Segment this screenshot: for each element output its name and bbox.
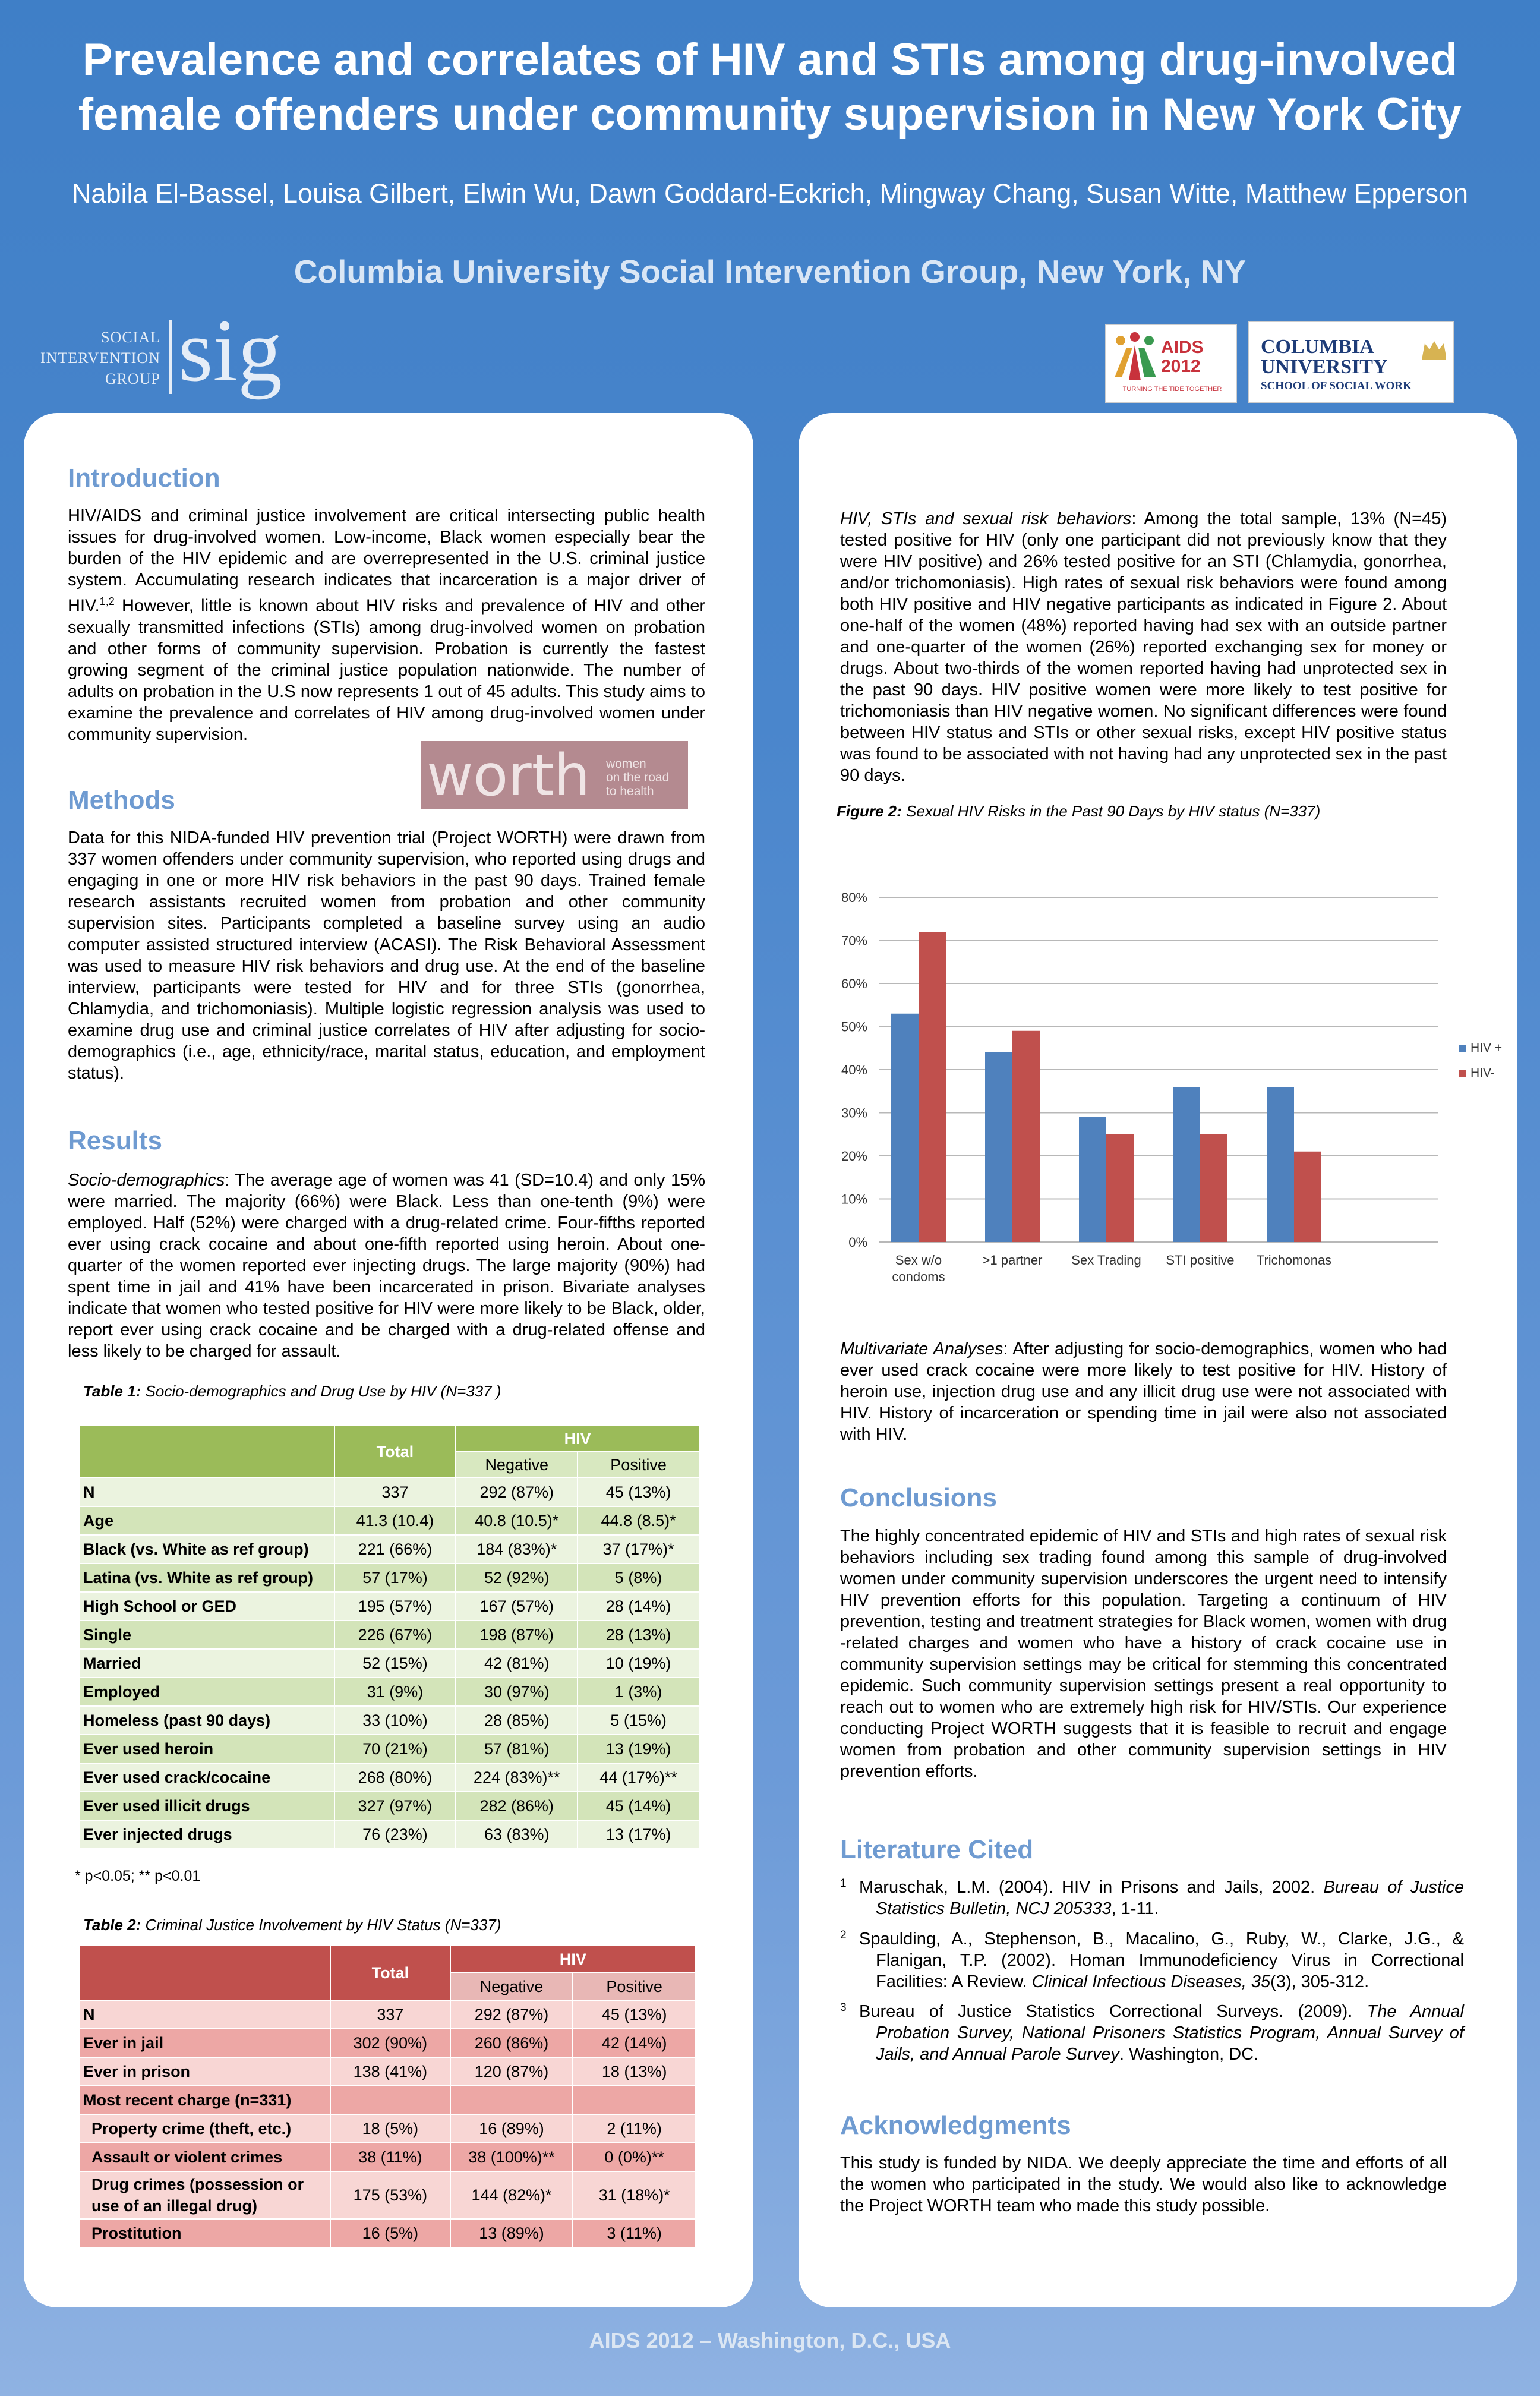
- affiliation: Columbia University Social Intervention Group, New York, NY: [294, 253, 1246, 290]
- cell-positive: 45 (13%): [573, 2000, 696, 2029]
- conclusions-heading: Conclusions: [840, 1483, 998, 1512]
- bar: [985, 1052, 1012, 1242]
- crown-icon: [1421, 339, 1447, 360]
- figure2-caption-lead: Figure 2:: [837, 802, 902, 820]
- table1-caption-lead: Table 1:: [83, 1382, 141, 1400]
- cell-negative: 198 (87%): [456, 1621, 578, 1649]
- cell-positive: 44.8 (8.5)*: [578, 1506, 699, 1535]
- sig-logo-mark: sig: [178, 301, 283, 400]
- reference-text: [840, 1928, 1464, 1993]
- authors: Nabila El-Bassel, Louisa Gilbert, Elwin Wu, Dawn Goddard-Eckrich, Mingway Chang, Susan Witte, Matthew Epperson: [71, 178, 1469, 209]
- cell-total: 41.3 (10.4): [334, 1506, 456, 1535]
- legend-label: HIV +: [1470, 1041, 1503, 1055]
- y-tick-label: 50%: [841, 1019, 867, 1035]
- worth-tag-1: women: [606, 757, 646, 771]
- table2-header-blank: [79, 1946, 330, 2000]
- reference-1: [840, 1877, 1464, 1919]
- table-row: [79, 2143, 696, 2171]
- literature-heading: Literature Cited: [840, 1835, 1034, 1864]
- row-label: Employed: [79, 1678, 334, 1706]
- multivariate-lead: Multivariate Analyses: [840, 1339, 1003, 1358]
- cell-total: [330, 2086, 450, 2114]
- cell-positive: 42 (14%): [573, 2029, 696, 2057]
- results-body: : The average age of women was 41 (SD=10.4) and only 15% were married. The majority (66%) were Black. Less than one-tenth (9%) were employed. Half (52%) were charged with a drug-related crime. Four-fifths reported ever using crack cocaine and about one-fifth reported using heroin. About one-quarter of the women reported ever injecting drugs. The large majority (90%) had spent time in jail and 41% have been incarcerated in prison. Bivariate analyses indicate that women who tested positive for HIV were more likely to be Black, older, report ever using crack cocaine and be charged with a drug-related offense and less likely to be charged for assault.: [68, 1171, 705, 1361]
- cell-positive: 28 (13%): [578, 1621, 699, 1649]
- cell-negative: 224 (83%)**: [456, 1763, 578, 1792]
- cell-negative: 282 (86%): [456, 1792, 578, 1820]
- reference-part-a: Bureau of Justice Statistics Correctional Surveys. (2009).: [859, 2002, 1367, 2021]
- table-row: [79, 1535, 699, 1563]
- reference-text: [840, 2001, 1464, 2065]
- cell-total: 38 (11%): [330, 2143, 450, 2171]
- table-row: [79, 1820, 699, 1849]
- cell-positive: 44 (17%)**: [578, 1763, 699, 1792]
- cell-negative: 184 (83%)*: [456, 1535, 578, 1563]
- cell-total: 327 (97%): [334, 1792, 456, 1820]
- legend-label: HIV-: [1470, 1066, 1495, 1080]
- figure2-caption-text: Sexual HIV Risks in the Past 90 Days by HIV status (N=337): [901, 802, 1321, 820]
- y-tick-label: 70%: [841, 933, 867, 948]
- row-label: Most recent charge (n=331): [79, 2086, 330, 2114]
- row-label: Drug crimes (possession or use of an illegal drug): [79, 2171, 330, 2219]
- table1-header-blank: [79, 1426, 334, 1478]
- cell-positive: [573, 2086, 696, 2114]
- table2-header-positive: Positive: [573, 1973, 696, 2000]
- figure2-bar-chart: [820, 874, 1503, 1301]
- cell-total: 31 (9%): [334, 1678, 456, 1706]
- cell-total: 175 (53%): [330, 2171, 450, 2219]
- x-tick-label: condoms: [892, 1269, 945, 1284]
- cell-positive: 45 (13%): [578, 1478, 699, 1506]
- introduction-heading: Introduction: [68, 464, 220, 493]
- cell-negative: 144 (82%)*: [450, 2171, 573, 2219]
- aids-logo-word: AIDS: [1161, 338, 1204, 357]
- row-label: Ever used heroin: [79, 1735, 334, 1763]
- x-tick-label: Trichomonas: [1256, 1253, 1332, 1268]
- reference-number: 2: [840, 1929, 847, 1941]
- y-tick-label: 10%: [841, 1191, 867, 1207]
- table1-header-negative: Negative: [456, 1452, 578, 1478]
- x-tick-label: STI positive: [1166, 1253, 1235, 1268]
- table2-header-total: Total: [330, 1946, 450, 2000]
- cell-positive: 1 (3%): [578, 1678, 699, 1706]
- y-tick-label: 30%: [841, 1105, 867, 1121]
- intro-text-part-a: HIV/AIDS and criminal justice involvement are critical intersecting public health issues for drug-involved women. Low-income, Black women especially bear the burden of the HIV epidemic and are overrepresented in the U.S. criminal justice system. Accumulating research indicates that incarceration is a major driver of HIV.: [68, 506, 705, 616]
- legend-swatch: [1459, 1045, 1466, 1052]
- cell-positive: 5 (8%): [578, 1563, 699, 1592]
- table2-caption-text: Criminal Justice Involvement by HIV Status (N=337): [141, 1916, 501, 1934]
- aids-2012-logo: [1105, 324, 1237, 403]
- cell-total: 18 (5%): [330, 2114, 450, 2143]
- figure2-caption: [837, 802, 1320, 821]
- poster-title: [0, 33, 1540, 142]
- ribbon-people-icon: [1109, 330, 1162, 386]
- sig-logo-divider: [169, 320, 172, 394]
- row-label: Ever in jail: [79, 2029, 330, 2057]
- cell-negative: 30 (97%): [456, 1678, 578, 1706]
- bar: [1200, 1134, 1227, 1242]
- cell-negative: 28 (85%): [456, 1706, 578, 1735]
- row-label: Ever in prison: [79, 2057, 330, 2086]
- sig-logo-words: [36, 327, 160, 389]
- intro-citation: 1,2: [99, 595, 115, 607]
- sig-word-intervention: INTERVENTION: [40, 349, 160, 367]
- bar: [919, 932, 946, 1242]
- row-label: Ever used illicit drugs: [79, 1792, 334, 1820]
- cell-total: 337: [334, 1478, 456, 1506]
- table-row: [79, 1735, 699, 1763]
- y-tick-label: 40%: [841, 1063, 867, 1077]
- cell-total: 57 (17%): [334, 1563, 456, 1592]
- cell-total: 302 (90%): [330, 2029, 450, 2057]
- worth-tag-3: to health: [606, 784, 654, 798]
- table-row: [79, 2114, 696, 2143]
- hiv-sti-body: : Among the total sample, 13% (N=45) tested positive for HIV (only one participant did not previously know that they were HIV positive) and 26% tested positive for an STI (Chlamydia, gonorrhea, and/or trichomoniasis). High rates of sexual risk behaviors were found among both HIV positive and HIV negative participants as indicated in Figure 2. About one-half of the women (48%) reported having had sex with an outside partner and one-quarter of the women (26%) reported exchanging sex for money or drugs. About two-thirds of the women reported having had unprotected sex in the past 90 days. HIV positive women were more likely to test positive for trichomoniasis than HIV negative women. No significant differences were found between HIV status and STIs or other sexual risks, except HIV positive status was found to be associated with not having had any unprotected sex in the past 90 days.: [840, 509, 1447, 785]
- row-label: Property crime (theft, etc.): [79, 2114, 330, 2143]
- table2: [78, 1945, 696, 2248]
- worth-logo: [421, 741, 688, 809]
- row-label: Married: [79, 1649, 334, 1678]
- table-row: [79, 1592, 699, 1621]
- table-row: [79, 1478, 699, 1506]
- reference-part-b: (3), 305-312.: [1270, 1972, 1369, 1991]
- title-line-1: Prevalence and correlates of HIV and STIs among drug-involved: [82, 34, 1458, 85]
- conclusions-text: The highly concentrated epidemic of HIV and STIs and high rates of sexual risk behaviors including sex trading found among this sample of drug-involved women under community supervision underscores the urgent need to intensify HIV prevention efforts for this population. Targeting a continuum of HIV prevention, testing and treatment strategies for Black women, women with drug -related charges and women who have a history of crack cocaine use in community supervision settings may be critical for stemming this concentrated epidemic. Such community supervision settings present a real opportunity to reach out to women who are extremely high risk for HIV/STIs. Our experience conducting Project WORTH suggests that it is feasible to recruit and engage women from probation and other community supervision settings in HIV prevention efforts.: [840, 1527, 1447, 1781]
- table-row: [79, 1506, 699, 1535]
- row-label: Ever used crack/cocaine: [79, 1763, 334, 1792]
- table-row: [79, 2086, 696, 2114]
- cell-total: 268 (80%): [334, 1763, 456, 1792]
- table-row: [79, 1792, 699, 1820]
- y-tick-label: 20%: [841, 1149, 867, 1164]
- bar: [891, 1014, 919, 1242]
- table-row: [79, 2171, 696, 2219]
- cell-positive: 10 (19%): [578, 1649, 699, 1678]
- cell-positive: 31 (18%)*: [573, 2171, 696, 2219]
- cell-negative: 40.8 (10.5)*: [456, 1506, 578, 1535]
- cell-positive: 5 (15%): [578, 1706, 699, 1735]
- row-label: N: [79, 2000, 330, 2029]
- university-word: UNIVERSITY: [1261, 356, 1388, 378]
- bar: [1012, 1031, 1040, 1242]
- table1: [78, 1425, 700, 1849]
- table1-header-hiv: HIV: [456, 1426, 699, 1452]
- sig-word-group: GROUP: [105, 370, 160, 387]
- title-line-2: female offenders under community supervision in New York City: [78, 89, 1462, 140]
- table-row: [79, 1678, 699, 1706]
- cell-negative: 292 (87%): [450, 2000, 573, 2029]
- cell-positive: 18 (13%): [573, 2057, 696, 2086]
- table2-header-negative: Negative: [450, 1973, 573, 2000]
- sig-logo: [36, 301, 315, 410]
- cell-negative: 38 (100%)**: [450, 2143, 573, 2171]
- reference-part-italic: The Annual Probation Survey, National Prisoners Statistics Program, Annual Survey of Jails, and Annual Parole Survey: [876, 2002, 1464, 2064]
- reference-part-a: Spaulding, A., Stephenson, B., Macalino, G., Ruby, W., Clarke, J.G., & Flanigan, T.P. (2002). Homan Immunodeficiency Virus in Correctional Facilities: A Review.: [859, 1930, 1464, 1991]
- bar: [1267, 1087, 1294, 1242]
- cell-total: 226 (67%): [334, 1621, 456, 1649]
- reference-part-italic: Bureau of Justice Statistics Bulletin, NCJ 205333: [876, 1878, 1464, 1918]
- table1-header-positive: Positive: [578, 1452, 699, 1478]
- cell-total: 337: [330, 2000, 450, 2029]
- cell-total: 33 (10%): [334, 1706, 456, 1735]
- cell-negative: 120 (87%): [450, 2057, 573, 2086]
- table1-note: * p<0.05; ** p<0.01: [75, 1868, 201, 1884]
- reference-3: [840, 2001, 1464, 2065]
- bar: [1079, 1117, 1106, 1242]
- footer: AIDS 2012 – Washington, D.C., USA: [589, 2328, 951, 2353]
- columbia-logo-school: SCHOOL OF SOCIAL WORK: [1261, 380, 1412, 392]
- table1-caption-text: Socio-demographics and Drug Use by HIV (N=337 ): [141, 1382, 501, 1400]
- table-row: [79, 2219, 696, 2247]
- y-tick-label: 80%: [841, 890, 867, 905]
- reference-part-b: , 1-11.: [1111, 1899, 1159, 1918]
- cell-positive: 28 (14%): [578, 1592, 699, 1621]
- table-row: [79, 1563, 699, 1592]
- row-label: N: [79, 1478, 334, 1506]
- results-heading: Results: [68, 1126, 162, 1155]
- introduction-text: [68, 505, 705, 745]
- columbia-word: COLUMBIA: [1261, 336, 1374, 358]
- cell-total: 70 (21%): [334, 1735, 456, 1763]
- row-label: Ever injected drugs: [79, 1820, 334, 1849]
- reference-part-italic: Clinical Infectious Diseases, 35: [1031, 1972, 1271, 1991]
- acknowledgments-text: This study is funded by NIDA. We deeply appreciate the time and efforts of all the women who participated in the study. We would also like to acknowledge the Project WORTH team who made this study possible.: [840, 2154, 1447, 2215]
- results-text: [68, 1169, 705, 1362]
- cell-positive: 2 (11%): [573, 2114, 696, 2143]
- multivariate-text: [840, 1338, 1447, 1445]
- x-tick-label: >1 partner: [982, 1253, 1043, 1268]
- cell-total: 16 (5%): [330, 2219, 450, 2247]
- row-label: High School or GED: [79, 1592, 334, 1621]
- row-label: Single: [79, 1621, 334, 1649]
- table-row: [79, 1621, 699, 1649]
- cell-positive: 3 (11%): [573, 2219, 696, 2247]
- bar: [1106, 1134, 1134, 1242]
- table-row: [79, 2029, 696, 2057]
- table-row: [79, 1706, 699, 1735]
- table2-caption: [83, 1916, 501, 1934]
- table-row: [79, 1649, 699, 1678]
- table1-header-total: Total: [334, 1426, 456, 1478]
- methods-text: Data for this NIDA-funded HIV prevention trial (Project WORTH) were drawn from 337 women offenders under community supervision, who reported using drugs and engaging in one or more HIV risk behaviors in the past 90 days. Trained female research assistants recruited women from probation and other community supervision sites. Participants completed a baseline survey using an audio computer assisted structured interview (ACASI). The Risk Behavioral Assessment was used to measure HIV risk behaviors and drug use. At the end of the baseline interview, participants were tested for HIV and for three STIs (gonorrhea, Chlamydia, and trichomoniasis). Multiple logistic regression analysis was used to examine drug use and criminal justice correlates of HIV after adjusting for socio-demographics (i.e., age, ethnicity/race, marital status, education, and employment status).: [68, 828, 705, 1083]
- cell-negative: 42 (81%): [456, 1649, 578, 1678]
- row-label: Black (vs. White as ref group): [79, 1535, 334, 1563]
- bar: [1294, 1152, 1321, 1242]
- cell-negative: 167 (57%): [456, 1592, 578, 1621]
- table2-header-hiv: HIV: [450, 1946, 696, 1973]
- reference-part-a: Maruschak, L.M. (2004). HIV in Prisons and Jails, 2002.: [859, 1878, 1324, 1897]
- hiv-sti-lead: HIV, STIs and sexual risk behaviors: [840, 509, 1132, 528]
- worth-logo-word: worth: [427, 742, 591, 809]
- x-tick-label: Sex w/o: [895, 1253, 942, 1268]
- methods-heading: Methods: [68, 786, 175, 815]
- legend-swatch: [1459, 1070, 1466, 1077]
- aids-logo-tagline: TURNING THE TIDE TOGETHER: [1122, 386, 1222, 393]
- sig-word-social: SOCIAL: [101, 329, 160, 346]
- reference-number: 1: [840, 1877, 847, 1890]
- cell-negative: 57 (81%): [456, 1735, 578, 1763]
- row-label: Assault or violent crimes: [79, 2143, 330, 2171]
- cell-positive: 13 (19%): [578, 1735, 699, 1763]
- results-lead: Socio-demographics: [68, 1171, 225, 1190]
- reference-2: [840, 1928, 1464, 1993]
- hiv-sti-text: [840, 508, 1447, 786]
- cell-negative: 16 (89%): [450, 2114, 573, 2143]
- row-label: Age: [79, 1506, 334, 1535]
- cell-negative: 13 (89%): [450, 2219, 573, 2247]
- row-label: Homeless (past 90 days): [79, 1706, 334, 1735]
- multivariate-body: : After adjusting for socio-demographics, women who had ever used crack cocaine were more likely to test positive for HIV. History of heroin use, injection drug use and any illicit drug use were not associated with HIV. History of incarceration or spending time in jail were also not associated with HIV.: [840, 1339, 1447, 1444]
- row-label: Prostitution: [79, 2219, 330, 2247]
- acknowledgments-heading: Acknowledgments: [840, 2111, 1071, 2140]
- reference-part-b: . Washington, DC.: [1119, 2045, 1259, 2064]
- table-row: [79, 2057, 696, 2086]
- y-tick-label: 0%: [848, 1235, 867, 1250]
- cell-negative: 63 (83%): [456, 1820, 578, 1849]
- cell-total: 195 (57%): [334, 1592, 456, 1621]
- reference-number: 3: [840, 2001, 847, 2014]
- cell-total: 52 (15%): [334, 1649, 456, 1678]
- cell-positive: 13 (17%): [578, 1820, 699, 1849]
- cell-negative: 260 (86%): [450, 2029, 573, 2057]
- table2-caption-lead: Table 2:: [83, 1916, 141, 1934]
- reference-text: [840, 1877, 1464, 1919]
- y-tick-label: 60%: [841, 976, 867, 991]
- x-tick-label: Sex Trading: [1071, 1253, 1141, 1268]
- row-label: Latina (vs. White as ref group): [79, 1563, 334, 1592]
- cell-negative: [450, 2086, 573, 2114]
- worth-tag-2: on the road: [606, 771, 670, 784]
- cell-total: 76 (23%): [334, 1820, 456, 1849]
- bar: [1173, 1087, 1200, 1242]
- aids-logo-text: [1161, 338, 1204, 376]
- cell-total: 221 (66%): [334, 1535, 456, 1563]
- columbia-logo-name: [1261, 337, 1388, 377]
- table-row: [79, 2000, 696, 2029]
- table-row: [79, 1763, 699, 1792]
- worth-logo-tagline: [606, 757, 669, 798]
- table1-caption: [83, 1382, 501, 1401]
- cell-positive: 0 (0%)**: [573, 2143, 696, 2171]
- cell-negative: 52 (92%): [456, 1563, 578, 1592]
- aids-logo-year: 2012: [1161, 357, 1201, 376]
- cell-total: 138 (41%): [330, 2057, 450, 2086]
- cell-positive: 37 (17%)*: [578, 1535, 699, 1563]
- columbia-logo: [1248, 321, 1454, 403]
- cell-negative: 292 (87%): [456, 1478, 578, 1506]
- cell-positive: 45 (14%): [578, 1792, 699, 1820]
- intro-text-part-b: However, little is known about HIV risks and prevalence of HIV and other sexually transmitted infections (STIs) among drug-involved women on probation and other forms of community supervision. Probation is currently the fastest growing segment of the criminal justice population nationwide. The number of adults on probation in the U.S now represents 1 out of 45 adults. This study aims to examine the prevalence and correlates of HIV among drug-involved women under community supervision.: [68, 596, 705, 744]
